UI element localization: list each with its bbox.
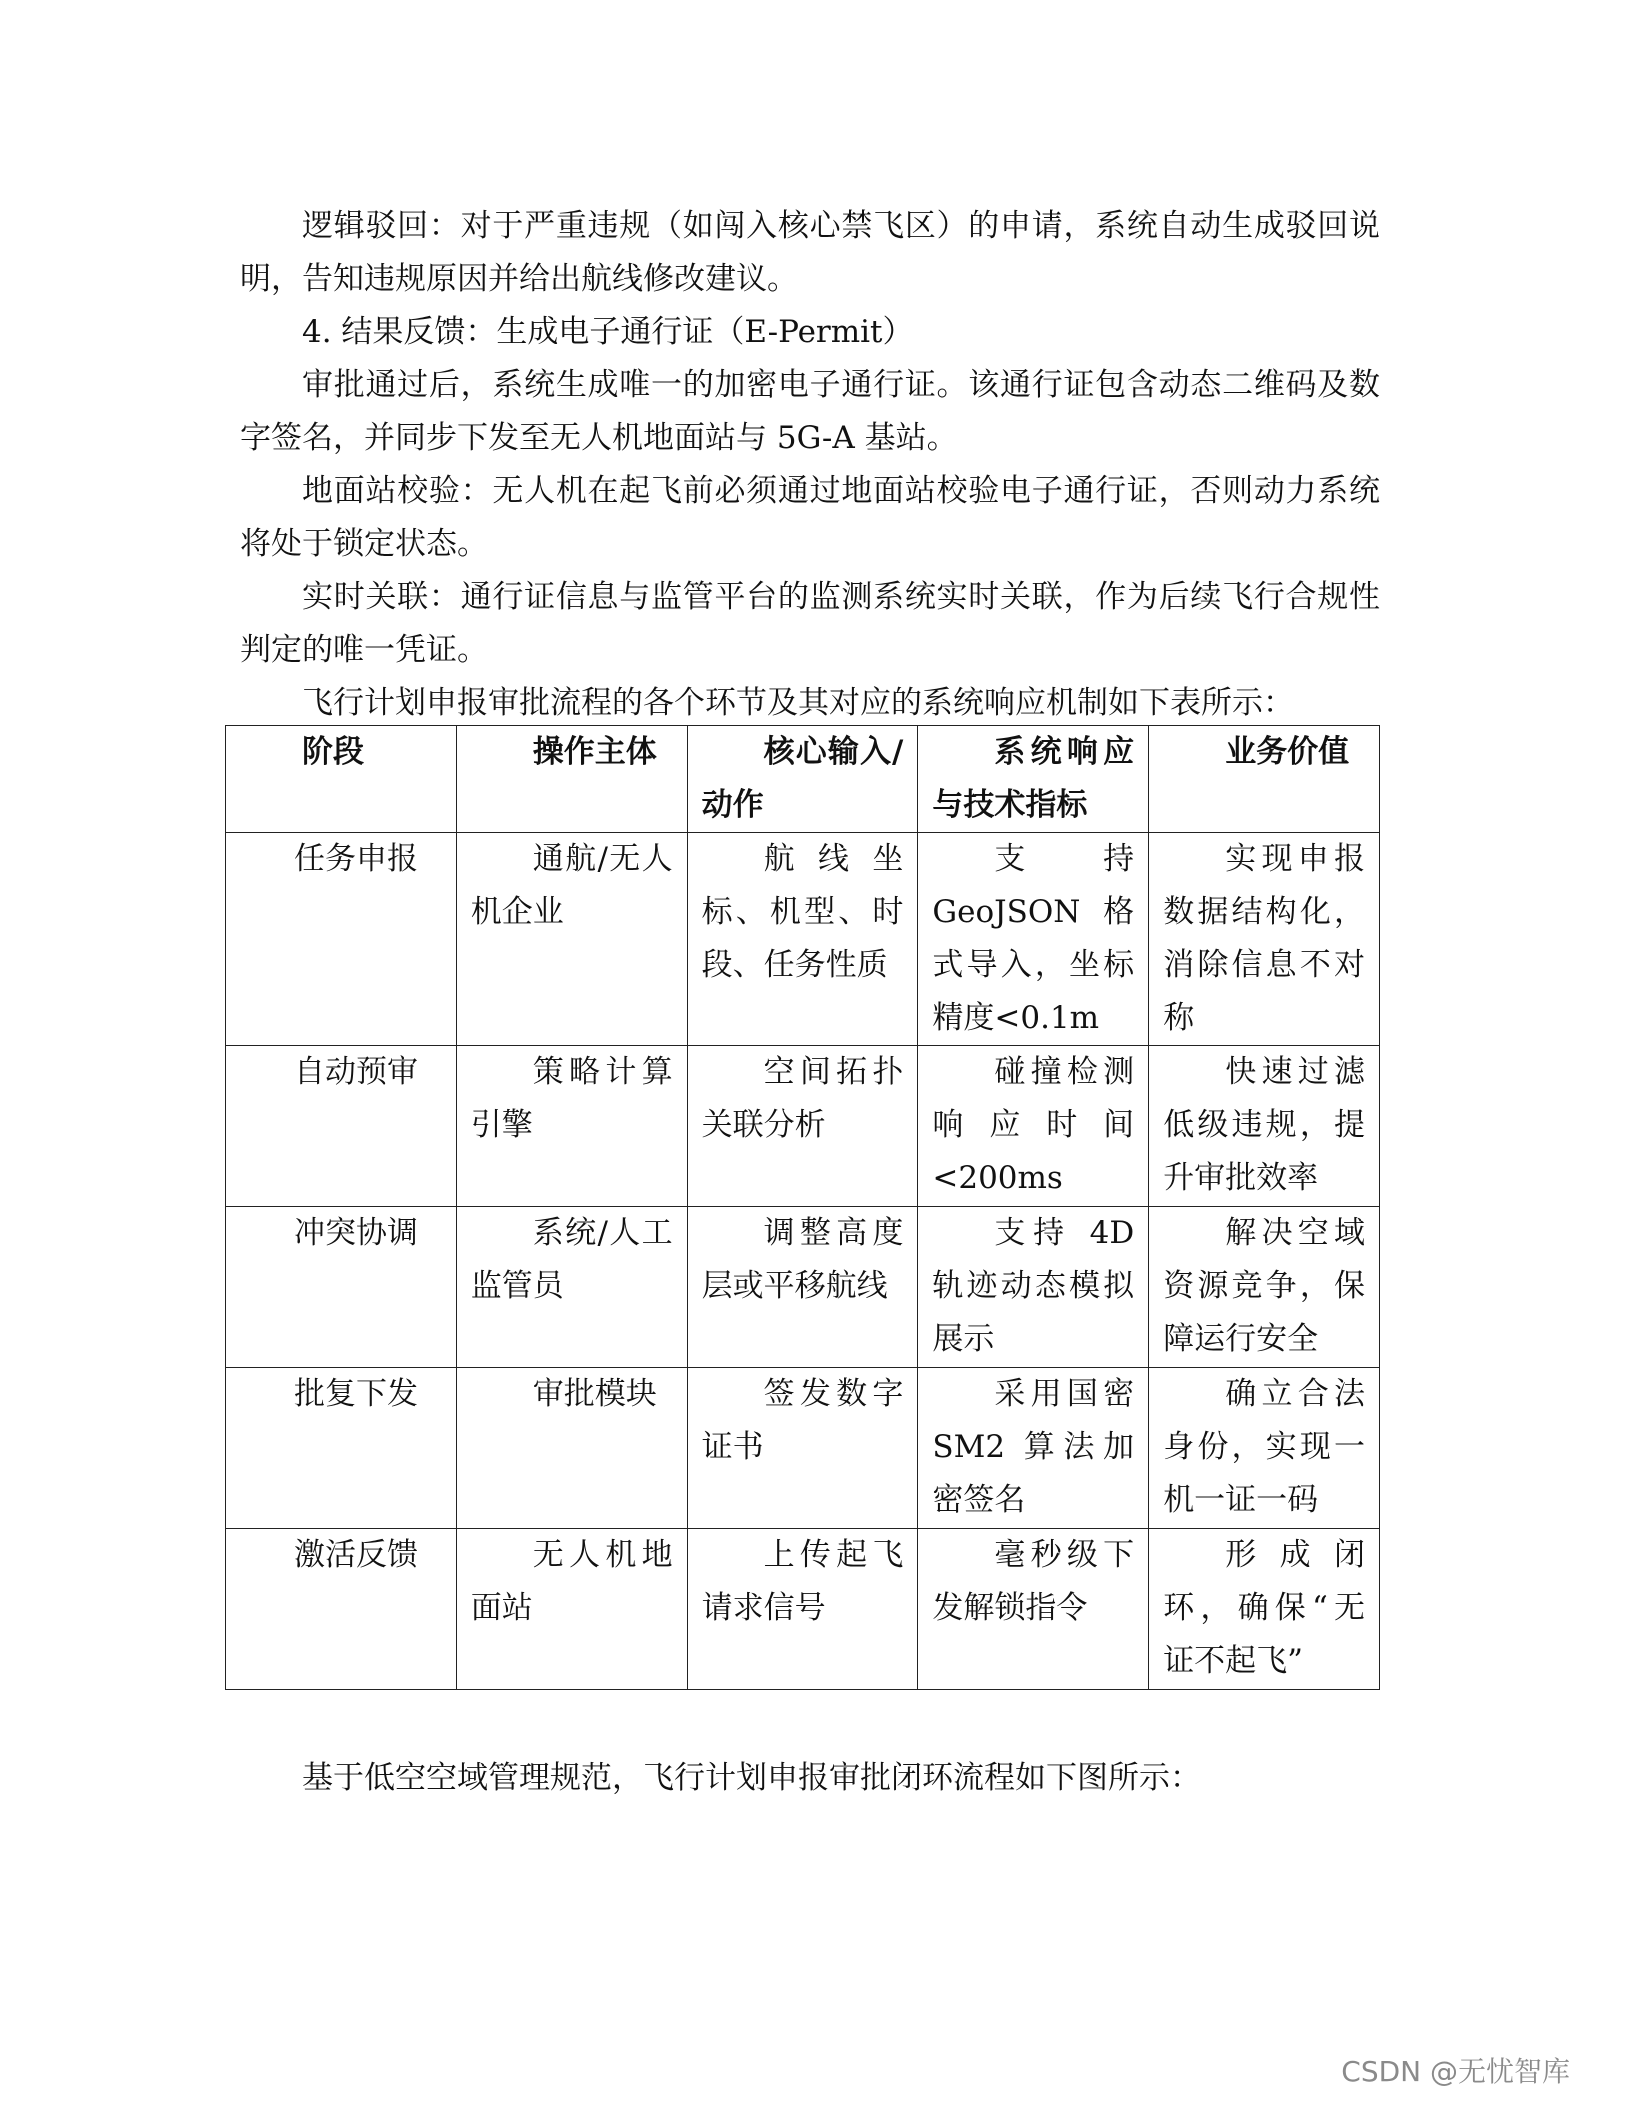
- cell-response: 碰撞检测响应时间 <200ms: [918, 1046, 1149, 1207]
- paragraph-result-heading: 4. 结果反馈：生成电子通行证（E-Permit）: [302, 314, 914, 350]
- cell-value: 快速过滤低级违规，提升审批效率: [1149, 1046, 1380, 1207]
- table-row: [226, 1207, 1380, 1368]
- cell-response: 毫秒级下发解锁指令: [918, 1529, 1149, 1690]
- cell-value: 确立合法身份，实现一机一证一码: [1149, 1368, 1380, 1529]
- watermark: CSDN @无忧智库: [1341, 2055, 1570, 2088]
- paragraph-ground-check: 地面站校验：无人机在起飞前必须通过地面站校验电子通行证，否则动力系统将处于锁定状态。: [240, 473, 1380, 562]
- cell-stage: 自动预审: [226, 1046, 457, 1207]
- cell-response: 支持 GeoJSON 格式导入，坐标精度<0.1m: [918, 833, 1149, 1046]
- paragraph-logic-reject: 逻辑驳回：对于严重违规（如闯入核心禁飞区）的申请，系统自动生成驳回说明，告知违规原因并给出航线修改建议。: [240, 208, 1380, 297]
- cell-stage: 激活反馈: [226, 1529, 457, 1690]
- header-value: 业务价值: [1149, 726, 1380, 833]
- cell-response: 采用国密 SM2 算法加密签名: [918, 1368, 1149, 1529]
- cell-input: 航线坐标、机型、时段、任务性质: [687, 833, 918, 1046]
- cell-value: 实现申报数据结构化，消除信息不对称: [1149, 833, 1380, 1046]
- cell-response: 支持 4D 轨迹动态模拟展示: [918, 1207, 1149, 1368]
- cell-actor: 无人机地面站: [456, 1529, 687, 1690]
- cell-value: 解决空域资源竞争，保障运行安全: [1149, 1207, 1380, 1368]
- paragraph-realtime: 实时关联：通行证信息与监管平台的监测系统实时关联，作为后续飞行合规性判定的唯一凭证。: [240, 579, 1380, 668]
- cell-input: 调整高度层或平移航线: [687, 1207, 918, 1368]
- cell-input: 空间拓扑关联分析: [687, 1046, 918, 1207]
- table-row: [226, 1529, 1380, 1690]
- paragraph-flow-intro: 基于低空空域管理规范，飞行计划申报审批闭环流程如下图所示：: [302, 1760, 1201, 1796]
- document-body: [240, 200, 1380, 730]
- cell-input: 上传起飞请求信号: [687, 1529, 918, 1690]
- header-stage: 阶段: [226, 726, 457, 833]
- cell-value: 形成闭环，确保“无证不起飞”: [1149, 1529, 1380, 1690]
- cell-stage: 冲突协调: [226, 1207, 457, 1368]
- cell-actor: 策略计算引擎: [456, 1046, 687, 1207]
- header-actor: 操作主体: [456, 726, 687, 833]
- cell-actor: 通航/无人机企业: [456, 833, 687, 1046]
- paragraph-permit: 审批通过后，系统生成唯一的加密电子通行证。该通行证包含动态二维码及数字签名，并同步下发至无人机地面站与 5G-A 基站。: [240, 367, 1380, 456]
- table-row: [226, 1046, 1380, 1207]
- cell-actor: 系统/人工监管员: [456, 1207, 687, 1368]
- flow-table: [225, 725, 1380, 1690]
- table-header-row: [226, 726, 1380, 833]
- cell-input: 签发数字证书: [687, 1368, 918, 1529]
- cell-actor: 审批模块: [456, 1368, 687, 1529]
- cell-stage: 任务申报: [226, 833, 457, 1046]
- cell-stage: 批复下发: [226, 1368, 457, 1529]
- paragraph-table-intro: 飞行计划申报审批流程的各个环节及其对应的系统响应机制如下表所示：: [302, 685, 1294, 721]
- table-row: [226, 833, 1380, 1046]
- header-input: 核心输入/动作: [687, 726, 918, 833]
- table-row: [226, 1368, 1380, 1529]
- header-response: 系统响应与技术指标: [918, 726, 1149, 833]
